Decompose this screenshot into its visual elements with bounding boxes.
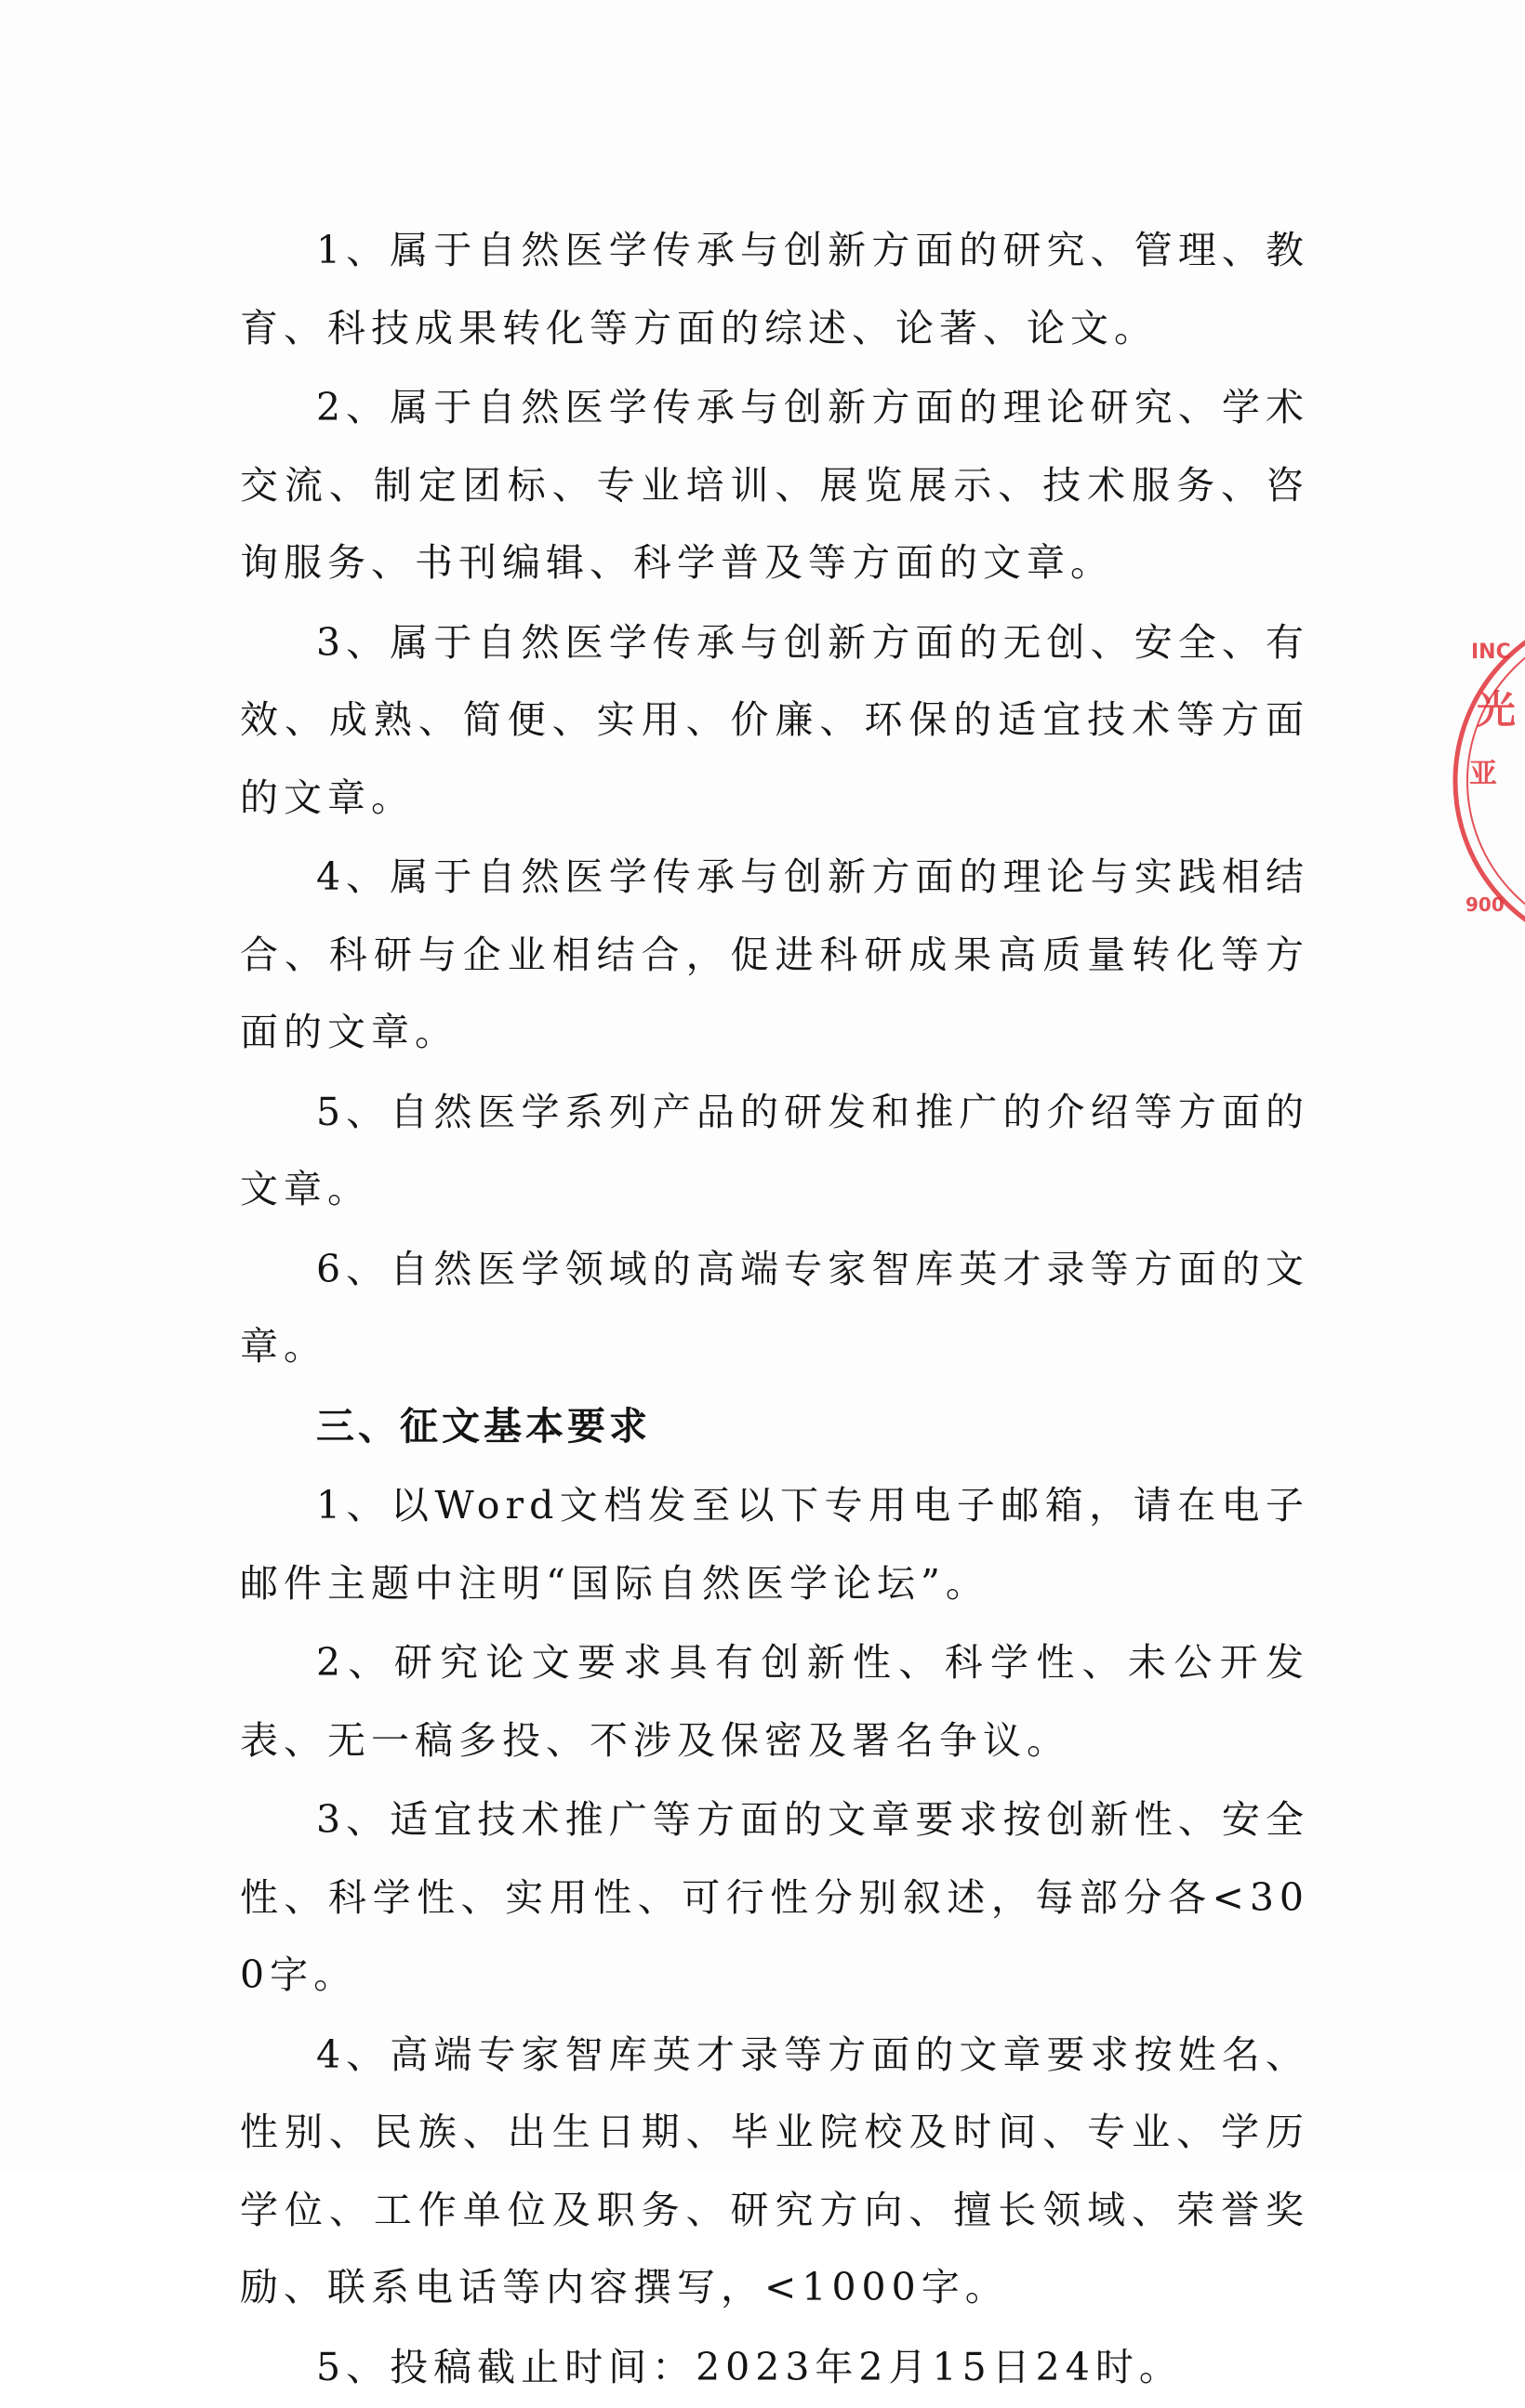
seal-text-4: 900 [1465,893,1505,916]
item-3-3: 3、适宜技术推广等方面的文章要求按创新性、安全性、科学性、实用性、可行性分别叙述，每部分各<300字。 [240,1797,1309,1997]
section-heading-requirements: 三、征文基本要求 [316,1403,651,1449]
item-2-1: 1、属于自然医学传承与创新方面的研究、管理、教育、科技成果转化等方面的综述、论著、论文。 [240,228,1309,351]
seal-text-3: 亚 [1469,758,1497,790]
seal-icon [1451,604,1525,958]
item-3-4: 4、高端专家智库英才录等方面的文章要求按姓名、性别、民族、出生日期、毕业院校及时间、专业、学历学位、工作单位及职务、研究方向、擅长领域、荣誉奖励、联系电话等内容撰写，<1000字。 [240,2031,1309,2309]
item-3-5: 5、投稿截止时间：2023年2月15日24时。 [316,2344,1183,2389]
item-2-3: 3、属于自然医学传承与创新方面的无创、安全、有效、成熟、简便、实用、价廉、环保的适宜技术等方面的文章。 [240,619,1309,820]
item-2-5: 5、自然医学系列产品的研发和推广的介绍等方面的文章。 [240,1089,1309,1211]
item-3-1: 1、以Word文档发至以下专用电子邮箱，请在电子邮件主题中注明“国际自然医学论坛”。 [240,1483,1309,1606]
seal-text-1: INC [1471,641,1511,664]
red-seal-fragment [1451,604,1525,958]
item-3-2: 2、研究论文要求具有创新性、科学性、未公开发表、无一稿多投、不涉及保密及署名争议。 [240,1640,1309,1763]
item-2-4: 4、属于自然医学传承与创新方面的理论与实践相结合、科研与企业相结合，促进科研成果高质量转化等方面的文章。 [240,854,1309,1054]
document-body [240,212,1309,2408]
item-2-2: 2、属于自然医学传承与创新方面的理论研究、学术交流、制定团标、专业培训、展览展示、技术服务、咨询服务、书刊编辑、科学普及等方面的文章。 [240,385,1309,585]
item-2-6: 6、自然医学领域的高端专家智库英才录等方面的文章。 [240,1246,1309,1369]
seal-text-2: 光 [1477,687,1517,733]
